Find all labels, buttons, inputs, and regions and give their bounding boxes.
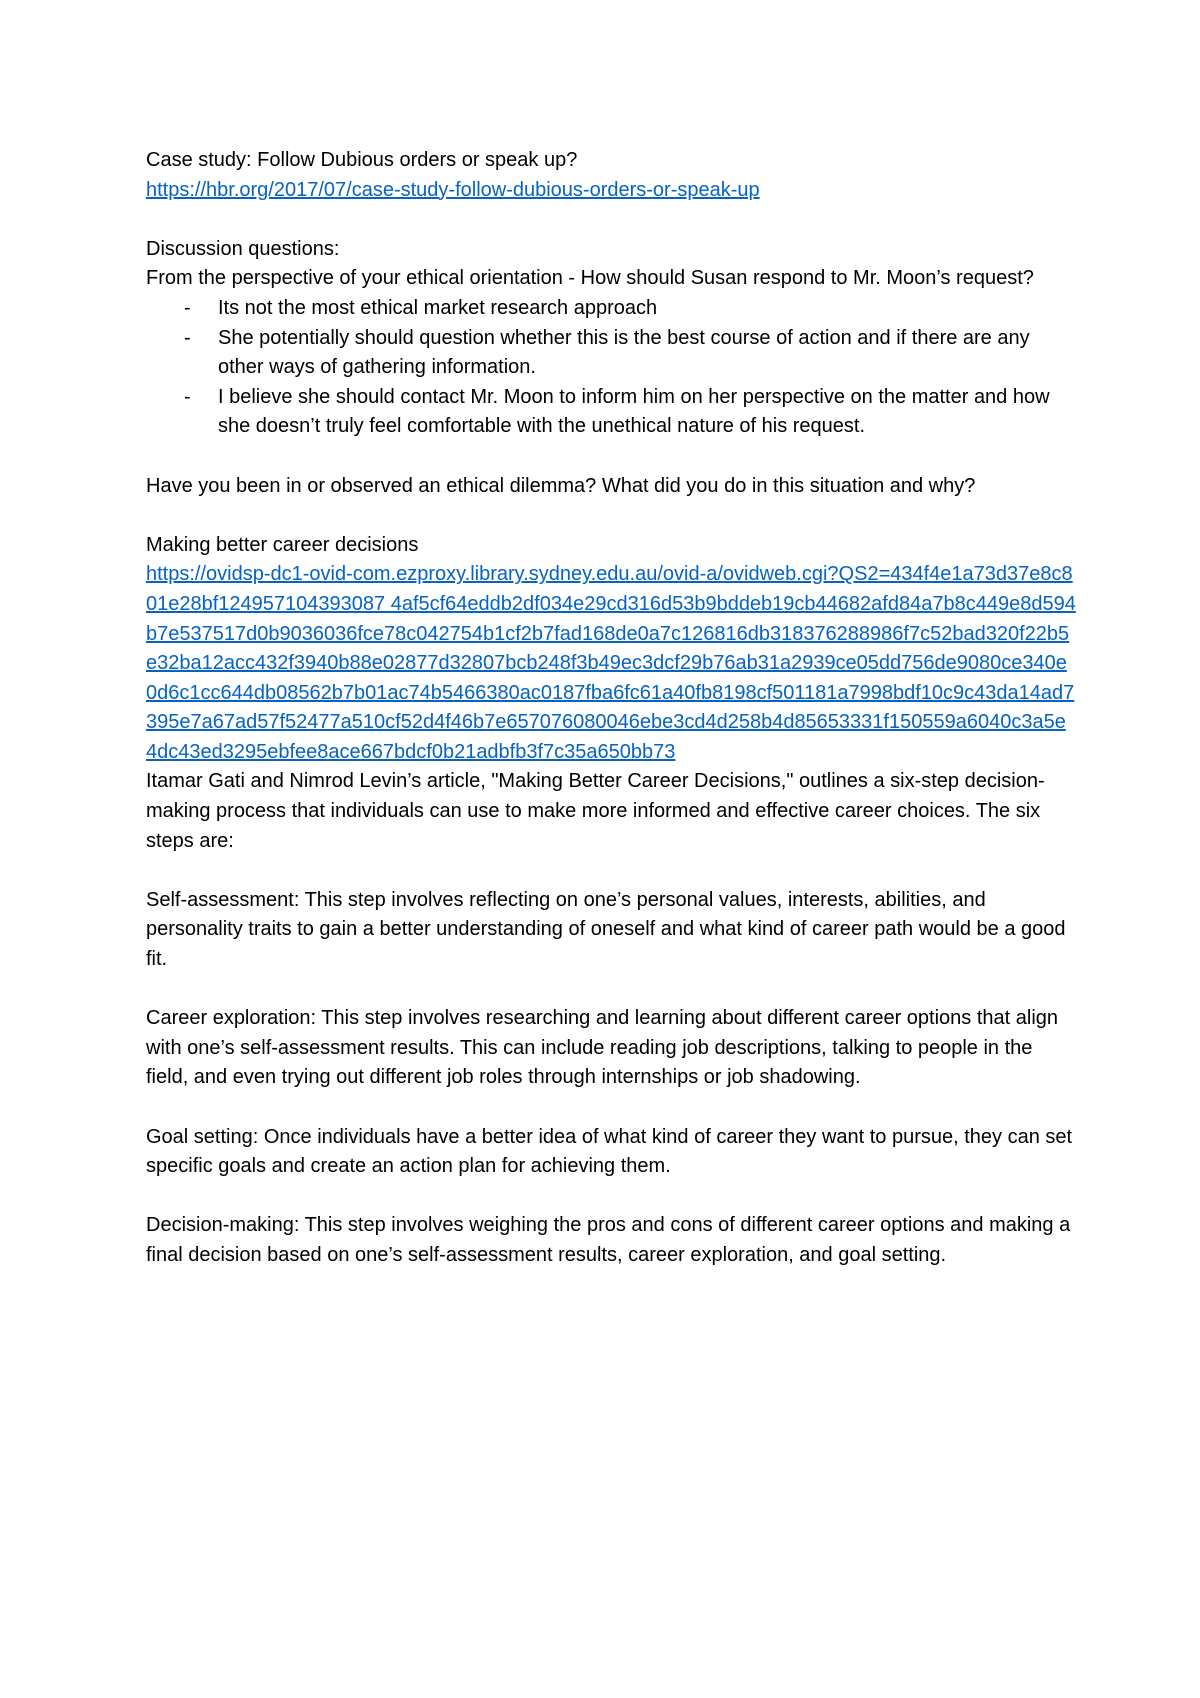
bullet-dash: - [184, 385, 191, 408]
career-step-exploration: Career exploration: This step involves researching and learning about different career options that align with one’s self-assessment results. This can include reading job descriptions, talking to people in the field, and even trying out different job roles through internships or job shadowing. [146, 1007, 1059, 1089]
list-item [146, 383, 1076, 442]
spacer [146, 1182, 1076, 1212]
spacer [146, 975, 1076, 1005]
discussion-question-1: From the perspective of your ethical orientation - How should Susan respond to Mr. Moon’s request? [146, 267, 1034, 290]
list-item [146, 324, 1076, 383]
spacer [146, 856, 1076, 886]
career-intro: Itamar Gati and Nimrod Levin’s article, "Making Better Career Decisions," outlines a six-step decision-making process that individuals can use to make more informed and effective career choices. The six steps are: [146, 770, 1045, 852]
list-item [146, 294, 1076, 324]
document-page [146, 146, 1076, 1271]
spacer [146, 501, 1076, 531]
spacer [146, 1093, 1076, 1123]
career-step-self-assessment: Self-assessment: This step involves reflecting on one’s personal values, interests, abilities, and personality traits to gain a better understanding of oneself and what kind of career path would be a good fit. [146, 888, 1066, 971]
career-heading: Making better career decisions [146, 533, 419, 556]
career-step-decision-making: Decision-making: This step involves weighing the pros and cons of different career options and making a final decision based on one’s self-assessment results, career exploration, and goal setting. [146, 1214, 1071, 1266]
discussion-question-2: Have you been in or observed an ethical dilemma? What did you do in this situation and why? [146, 474, 976, 497]
case-study-title: Case study: Follow Dubious orders or speak up? [146, 149, 578, 171]
career-step-goal-setting: Goal setting: Once individuals have a better idea of what kind of career they want to pursue, they can set specific goals and create an action plan for achieving them. [146, 1125, 1073, 1178]
case-study-link[interactable]: https://hbr.org/2017/07/case-study-follow-dubious-orders-or-speak-up [146, 178, 760, 201]
spacer [146, 442, 1076, 472]
bullet-dash: - [184, 296, 191, 319]
discussion-heading: Discussion questions: [146, 237, 340, 260]
bullet-text: I believe she should contact Mr. Moon to inform him on her perspective on the matter and how she doesn’t truly feel comfortable with the unethical nature of his request. [218, 385, 1050, 438]
answer-list [146, 294, 1076, 442]
spacer [146, 205, 1076, 235]
bullet-dash: - [184, 326, 191, 349]
bullet-text: She potentially should question whether this is the best course of action and if there are any other ways of gathering information. [218, 326, 1030, 379]
bullet-text: Its not the most ethical market research approach [218, 296, 658, 319]
career-article-link[interactable]: https://ovidsp-dc1-ovid-com.ezproxy.library.sydney.edu.au/ovid-a/ovidweb.cgi?QS2=434f4e1a73d37e8c801e28bf124957104393087 4af5cf64eddb2df034e29cd316d53b9bddeb19cb44682afd84a7b8c449e8d594b7e537517d0b9036036fce78c042754b1cf2b7fad168de0a7c126816db318376288986f7c52bad320f22b5e32ba12acc432f3940b88e02877d32807bcb248f3b49ec3dcf29b76ab31a2939ce05dd756de9080ce340e0d6c1cc644db08562b7b01ac74b5466380ac0187fba6fc61a40fb8198cf501181a7998bdf10c9c43da14ad7395e7a67ad57f52477a510cf52d4f46b7e657076080046ebe3cd4d258b4d85653331f150559a6040c3a5e4dc43ed3295ebfee8ace667bdcf0b21adbfb3f7c35a650bb73 [146, 563, 1076, 763]
